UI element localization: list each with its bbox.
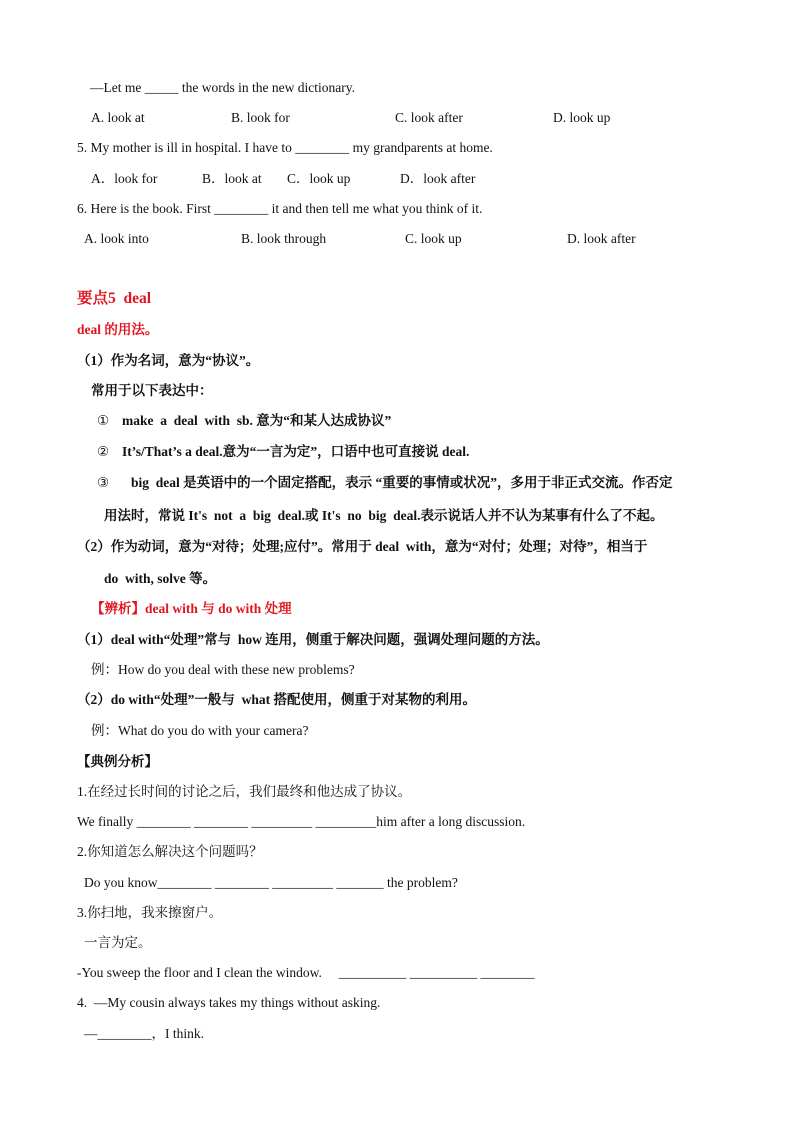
section-subheading: deal 的用法。 [77,322,159,337]
usage-noun-intro: 常用于以下表达中： [91,383,213,398]
q6-option-b: B. look through [241,231,327,246]
q5-option-b: B．look at [202,171,262,186]
analysis-point-2: （2）do with“处理”一般与 what 搭配使用，侧重于对某物的利用。 [77,692,477,707]
analysis-example-1: 例：How do you deal with these new problems? [91,662,355,677]
item-2: It’s/That’s a deal.意为“一言为定”，口语中也可直接说 deal. [122,444,470,459]
usage-verb-line-2: do with, solve 等。 [104,571,217,586]
question-stem: —Let me _____ the words in the new dictionary. [90,80,355,95]
q6-option-c: C. look up [405,231,462,246]
example-1-english: We finally ________ ________ _________ _________him after a long discussion. [77,814,526,829]
question-6-stem: 6. Here is the book. First ________ it and then tell me what you think of it. [77,201,483,216]
q5-option-d: D．look after [400,171,476,186]
q6-option-d: D. look after [567,231,636,246]
example-4-stem: 4. —My cousin always takes my things without asking. [77,995,381,1010]
option-b: B. look for [231,110,290,125]
example-3-english: -You sweep the floor and I clean the window. __________ __________ ________ [77,965,535,980]
item-3-marker: ③ [97,475,110,490]
usage-noun: （1）作为名词，意为“协议”。 [77,353,260,368]
example-4-reply: —________，I think. [84,1026,204,1041]
example-3-reply-chinese: 一言为定。 [84,935,152,950]
examples-heading: 【典例分析】 [77,754,158,769]
option-a: A. look at [91,110,145,125]
item-3-line-2: 用法时，常说 It's not a big deal.或 It's no big deal.表示说话人并不认为某事有什么了不起。 [104,508,664,523]
example-3-chinese: 3.你扫地，我来擦窗户。 [77,905,223,920]
analysis-heading: 【辨析】deal with 与 do with 处理 [91,601,292,616]
option-c: C. look after [395,110,463,125]
item-1-marker: ① [97,413,110,428]
item-2-marker: ② [97,444,110,459]
analysis-point-1: （1）deal with“处理”常与 how 连用，侧重于解决问题，强调处理问题的方法。 [77,632,549,647]
section-heading: 要点5 deal [77,290,152,307]
example-2-english: Do you know________ ________ _________ _______ the problem? [84,875,458,890]
option-d: D. look up [553,110,611,125]
q5-option-a: A．look for [91,171,158,186]
item-1: make a deal with sb. 意为“和某人达成协议” [122,413,392,428]
analysis-example-2: 例：What do you do with your camera? [91,723,309,738]
example-2-chinese: 2.你知道怎么解决这个问题吗？ [77,844,263,859]
q6-option-a: A. look into [84,231,149,246]
example-1-chinese: 1.在经过长时间的讨论之后，我们最终和他达成了协议。 [77,784,412,799]
usage-verb-line-1: （2）作为动词，意为“对待；处理;应付”。常用于 deal with，意为“对付；处理；对待”，相当于 [77,539,648,554]
question-5-stem: 5. My mother is ill in hospital. I have to ________ my grandparents at home. [77,140,493,155]
q5-option-c: C．look up [287,171,351,186]
item-3-line-1: big deal 是英语中的一个固定搭配，表示 “重要的事情或状况”，多用于非正式交流。作否定 [131,475,673,490]
